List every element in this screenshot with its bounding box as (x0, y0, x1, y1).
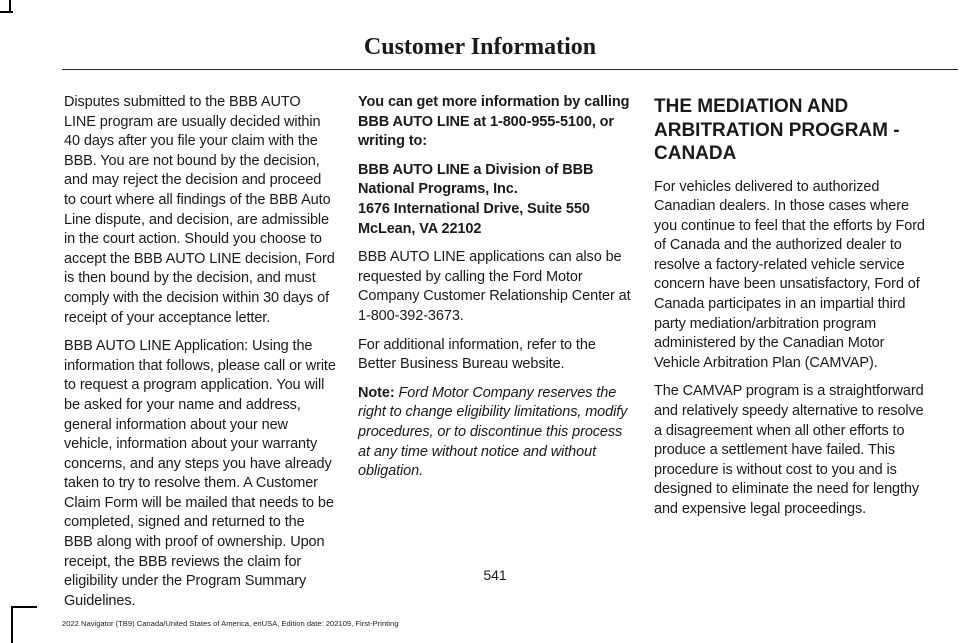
header-divider (62, 69, 958, 70)
note-label: Note: (358, 384, 395, 401)
address-line-3: McLean, VA 22102 (358, 220, 482, 237)
mailing-address (358, 161, 632, 239)
paragraph-camvap-details: The CAMVAP program is a straightforward and relatively speedy alternative to resolve a disagreement when all other efforts to produce a settlement have failed. This procedure is without cost to you and is designed to eliminate the need for lengthy and expensive legal proceedings. (654, 383, 924, 517)
paragraph-camvap-intro: For vehicles delivered to authorized Canadian dealers. In those cases where you continue to feel that the efforts by Ford of Canada and the authorized dealer to resolve a factory-related vehicle service concern have been unsatisfactory, Ford of Canada participates in an impartial third party mediation/arbitration program administered by the Canadian Motor Vehicle Arbitration Plan (CAMVAP). (654, 178, 925, 371)
paragraph-application: BBB AUTO LINE Application: Using the information that follows, please call or write to request a program application. You will be asked for your name and address, general information about your new vehicle, information about your warranty concerns, and any steps you have already taken to try to resolve them. A Customer Claim Form will be mailed that needs to be completed, signed and returned to the BBB along with proof of ownership. Upon receipt, the BBB reviews the claim for eligibility under the Program Summary Guidelines. (64, 338, 336, 609)
column-middle (358, 93, 632, 491)
crop-mark-top-left-horizontal (0, 11, 13, 13)
column-left (64, 93, 336, 620)
address-line-1: BBB AUTO LINE a Division of BBB National Programs, Inc. (358, 161, 594, 198)
edition-footer: 2022 Navigator (TB9) Canada/United States of America, enUSA, Edition date: 202109, First-Printing (62, 619, 399, 628)
heading-line-1: THE MEDIATION AND (654, 96, 849, 117)
crop-mark-bottom-left-vertical (11, 606, 13, 643)
heading-line-3: CANADA (654, 143, 737, 164)
paragraph-additional-info: For additional information, refer to the Better Business Bureau website. (358, 336, 596, 373)
column-right (654, 93, 930, 529)
address-line-2: 1676 International Drive, Suite 550 (358, 200, 590, 217)
crop-mark-bottom-left-horizontal (11, 606, 37, 608)
paragraph-applications-phone: BBB AUTO LINE applications can also be requested by calling the Ford Motor Company Customer Relationship Center at 1-800-392-3673. (358, 249, 631, 324)
note (358, 384, 632, 482)
section-heading (654, 95, 930, 166)
contact-intro: You can get more information by calling BBB AUTO LINE at 1-800-955-5100, or writing to: (358, 94, 630, 150)
heading-line-2: ARBITRATION PROGRAM - (654, 119, 900, 141)
note-text: Ford Motor Company reserves the right to change eligibility limitations, modify procedures, or to discontinue this process at any time without notice and without obligation. (358, 384, 628, 480)
paragraph-disputes: Disputes submitted to the BBB AUTO LINE program are usually decided within 40 days after you file your claim with the BBB. You are not bound by the decision, and may reject the decision and proceed to court where all findings of the BBB Auto Line dispute, and decision, are admissible in the court action. Should you choose to accept the BBB AUTO LINE decision, Ford is then bound by the decision, and must comply with the decision within 30 days of receipt of your acceptance letter. (64, 94, 335, 326)
page-title: Customer Information (363, 34, 597, 60)
page-number: 541 (483, 567, 507, 583)
